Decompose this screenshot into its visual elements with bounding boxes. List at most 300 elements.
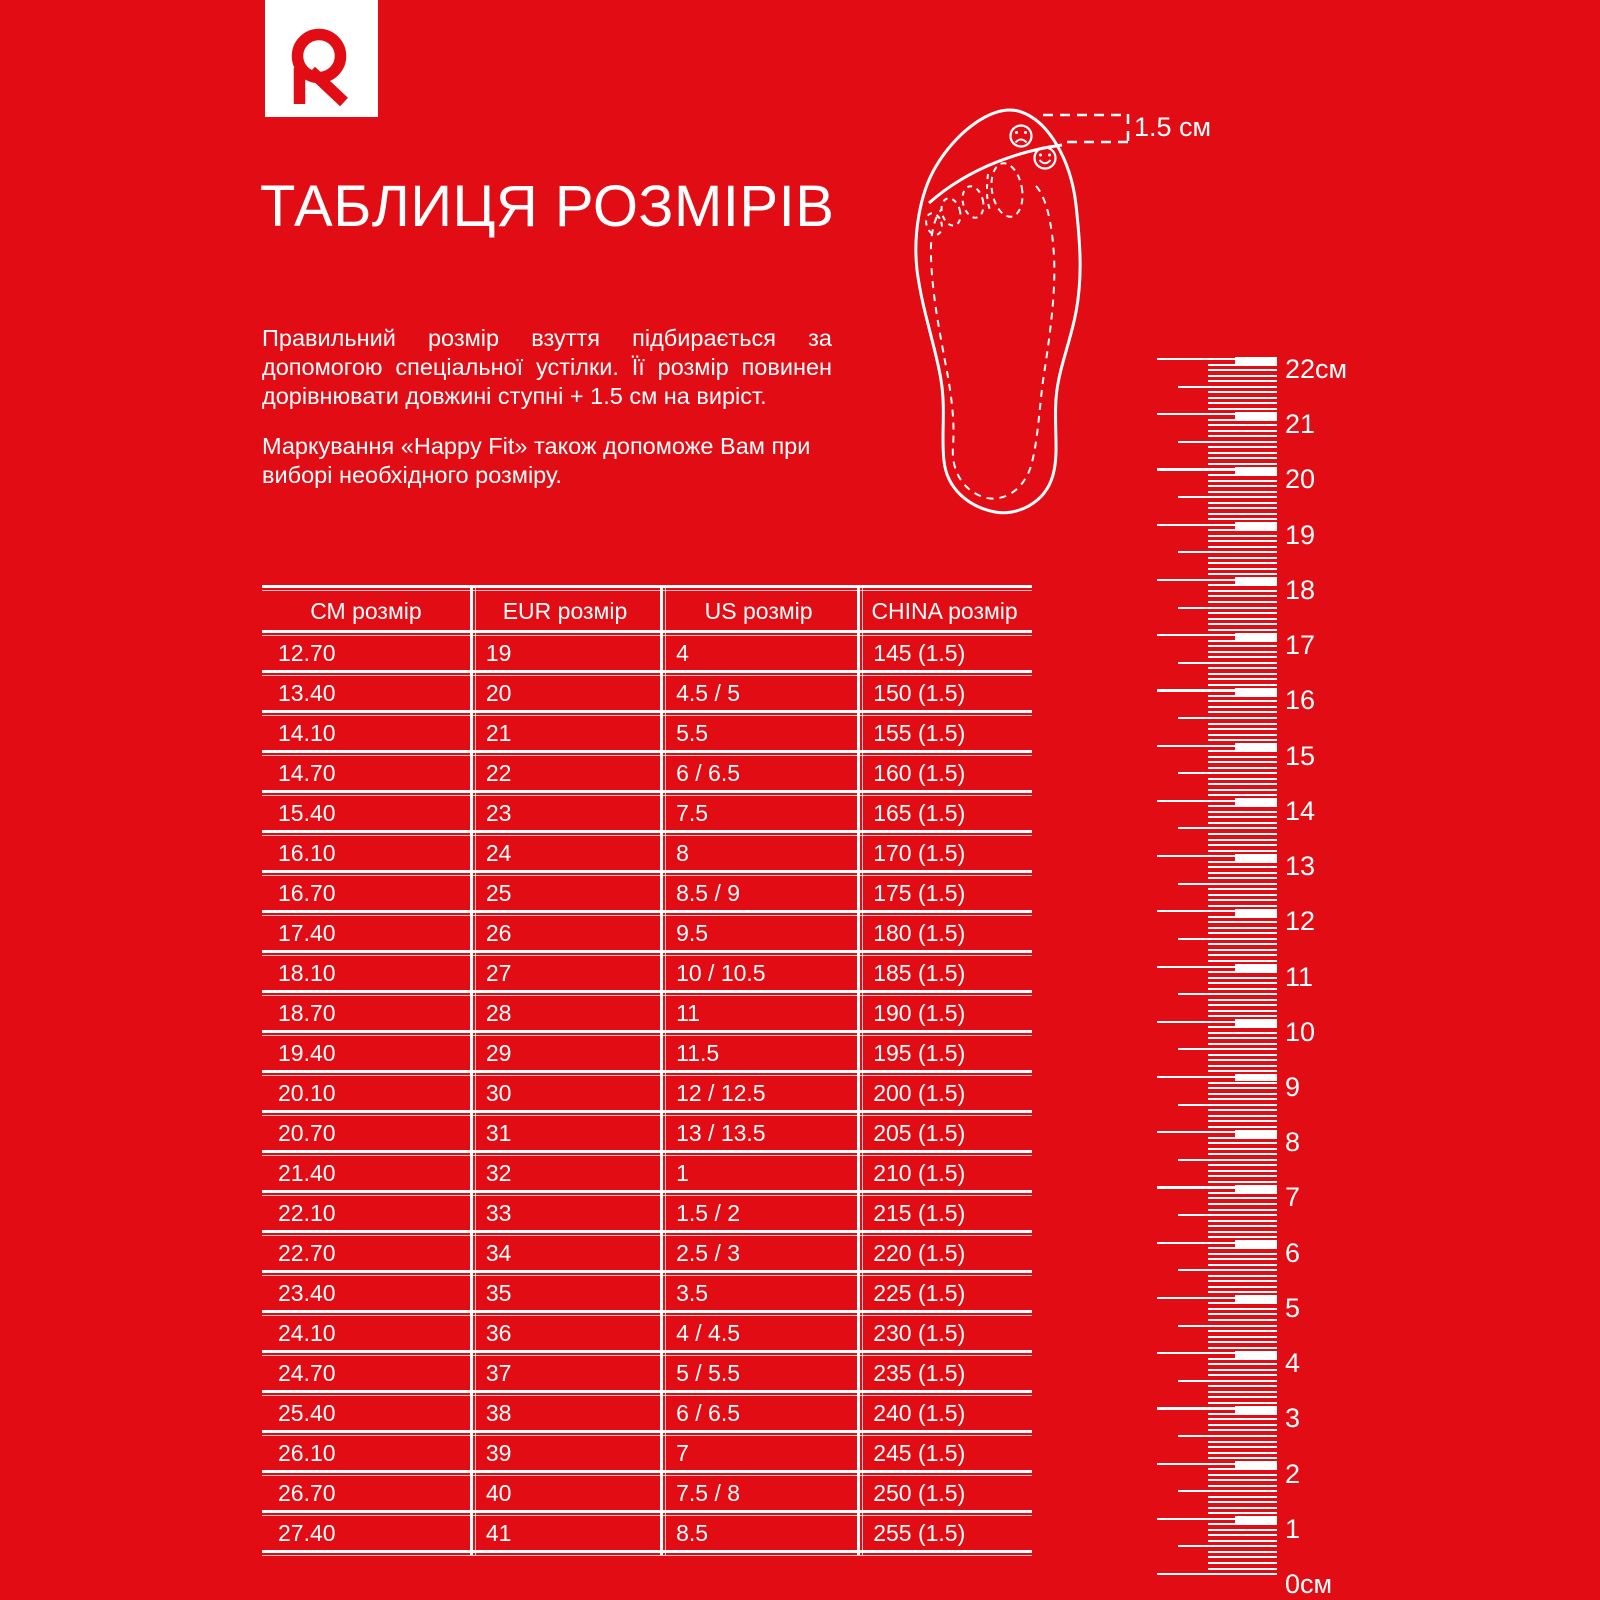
ruler-tick-bar (1235, 1406, 1277, 1413)
table-cell: 235 (1.5) (873, 1360, 966, 1386)
ruler-tick-mm (1208, 618, 1277, 620)
ruler-tick-mm (1208, 1192, 1277, 1194)
table-row (262, 797, 1032, 830)
ruler-label: 17 (1285, 630, 1316, 661)
table-divider (262, 1310, 1032, 1317)
ruler-label: 15 (1285, 740, 1316, 771)
ruler-tick-mm (1208, 419, 1277, 421)
ruler-tick-mm (1208, 430, 1277, 432)
table-divider (262, 1070, 1032, 1077)
table-cell: 25.40 (278, 1400, 336, 1426)
ruler-tick-mm (1208, 739, 1277, 741)
ruler-tick-half-cm (1178, 772, 1277, 774)
big-toe-dashed (988, 161, 1027, 219)
table-cell: 175 (1.5) (873, 880, 966, 906)
table-row (262, 1397, 1032, 1430)
ruler-tick-mm (1208, 1485, 1277, 1487)
table-cell: 200 (1.5) (873, 1080, 966, 1106)
table-cell: 7.5 (676, 800, 709, 826)
table-divider (262, 950, 1032, 957)
table-cell: 245 (1.5) (873, 1440, 966, 1466)
ruler-tick-mm (1208, 474, 1277, 476)
ruler-tick-mm (1208, 1496, 1277, 1498)
ruler-tick-mm (1208, 457, 1277, 459)
ruler-tick-mm (1208, 1391, 1277, 1393)
ruler-tick-mm (1208, 943, 1277, 945)
ruler-tick-mm (1208, 364, 1277, 366)
table-cell: 3.5 (676, 1280, 709, 1306)
table-cell: 14.10 (278, 720, 336, 746)
ruler-tick-mm (1208, 518, 1277, 520)
ruler-tick-mm (1208, 1098, 1277, 1100)
growth-gap-dashed-box (1043, 114, 1128, 143)
ruler-tick-mm (1208, 595, 1277, 597)
ruler-tick-bar (1235, 357, 1277, 364)
ruler-tick-mm (1208, 971, 1277, 973)
table-divider (262, 830, 1032, 837)
ruler-tick-mm (1208, 463, 1277, 465)
table-row (262, 717, 1032, 750)
ruler-label: 21 (1285, 409, 1316, 440)
table-cell: 150 (1.5) (873, 680, 966, 706)
table-cell: 16.70 (278, 880, 336, 906)
ruler-tick-mm (1208, 446, 1277, 448)
toe-gap-dashed (987, 174, 991, 212)
ruler-tick-mm (1208, 877, 1277, 879)
table-cell: 11 (676, 1000, 700, 1026)
table-cell: 155 (1.5) (873, 720, 966, 746)
ruler-tick-mm (1208, 491, 1277, 493)
ruler-tick-mm (1208, 1369, 1277, 1371)
table-cell: 7 (676, 1440, 689, 1466)
table-cell: 170 (1.5) (873, 840, 966, 866)
intro-paragraph-2 (262, 432, 832, 490)
ruler-tick-half-cm (1178, 1269, 1277, 1271)
ruler-tick-mm (1208, 656, 1277, 658)
ruler-tick-half-cm (1178, 938, 1277, 940)
intro-paragraph-1 (262, 324, 832, 411)
ruler-tick-bar (1235, 1019, 1277, 1026)
ruler-tick-mm (1208, 723, 1277, 725)
table-divider (262, 1430, 1032, 1437)
table-cell: 2.5 / 3 (676, 1240, 741, 1266)
table-cell: 40 (485, 1480, 512, 1506)
ruler-tick-mm (1208, 684, 1277, 686)
column-header: US розмір (704, 597, 813, 624)
ruler-tick-mm (1208, 960, 1277, 962)
ruler-tick-mm (1208, 700, 1277, 702)
table-cell: 23 (485, 800, 512, 826)
reima-logo (265, 0, 378, 117)
ruler-tick-bar (1235, 467, 1277, 474)
ruler-tick-bar (1235, 412, 1277, 419)
table-column-divider (857, 587, 860, 1555)
table-divider (262, 1510, 1032, 1517)
ruler-tick-mm (1208, 1551, 1277, 1553)
ruler-label: 2 (1285, 1458, 1301, 1489)
ruler-tick-mm (1208, 502, 1277, 504)
ruler-tick-mm (1208, 1568, 1277, 1570)
table-divider (262, 1550, 1032, 1557)
ruler-tick-mm (1208, 1286, 1277, 1288)
ruler-tick-mm (1208, 833, 1277, 835)
table-divider (262, 1230, 1032, 1237)
table-row (262, 637, 1032, 670)
ruler-tick-mm (1208, 1418, 1277, 1420)
ruler-label: 16 (1285, 685, 1316, 716)
table-divider (262, 585, 1032, 592)
ruler-label: 10 (1285, 1016, 1316, 1047)
ruler-tick-mm (1208, 1258, 1277, 1260)
table-cell: 190 (1.5) (873, 1000, 966, 1026)
column-header: CHINA розмір (871, 597, 1018, 624)
ruler-tick-mm (1208, 1540, 1277, 1542)
ruler-tick-mm (1208, 1468, 1277, 1470)
table-cell: 26 (485, 920, 512, 946)
table-cell: 15.40 (278, 800, 336, 826)
table-cell: 24 (485, 840, 512, 866)
table-cell: 22.10 (278, 1200, 336, 1226)
ruler-tick-mm (1208, 866, 1277, 868)
ruler-tick-mm (1208, 568, 1277, 570)
ruler-tick-mm (1208, 1037, 1277, 1039)
ruler-tick-mm (1208, 1363, 1277, 1365)
table-row (262, 1517, 1032, 1550)
ruler-tick-mm (1208, 1374, 1277, 1376)
ruler-tick-mm (1208, 1231, 1277, 1233)
table-cell: 12 / 12.5 (676, 1080, 766, 1106)
table-divider (262, 870, 1032, 877)
ruler-tick-mm (1208, 1225, 1277, 1227)
table-divider (262, 1390, 1032, 1397)
ruler-tick-mm (1208, 905, 1277, 907)
table-cell: 8 (676, 840, 689, 866)
ruler-tick-mm (1208, 573, 1277, 575)
table-cell: 145 (1.5) (873, 640, 966, 666)
table-cell: 5 / 5.5 (676, 1360, 741, 1386)
ruler-tick-half-cm (1178, 1435, 1277, 1437)
table-cell: 19.40 (278, 1040, 336, 1066)
ruler-tick-mm (1208, 1336, 1277, 1338)
table-cell: 20.70 (278, 1120, 336, 1146)
table-divider (262, 1110, 1032, 1117)
ruler-tick-mm (1208, 1396, 1277, 1398)
ruler-tick-mm (1208, 1082, 1277, 1084)
ruler-tick-half-cm (1178, 386, 1277, 388)
ruler-tick-mm (1208, 673, 1277, 675)
ruler-tick-mm (1208, 1523, 1277, 1525)
table-cell: 17.40 (278, 920, 336, 946)
paragraph-line: дорівнювати довжині ступні + 1.5 см на виріст. (262, 383, 767, 409)
ruler-label: 20 (1285, 464, 1316, 495)
ruler-tick-mm (1208, 629, 1277, 631)
paragraph-line: виборі необхідного розміру. (262, 462, 562, 488)
ruler-tick-bar (1235, 688, 1277, 695)
table-cell: 30 (485, 1080, 512, 1106)
table-divider (262, 990, 1032, 997)
ruler-tick-half-cm (1178, 993, 1277, 995)
ruler-label: 4 (1285, 1348, 1301, 1379)
ruler-tick-mm (1208, 1170, 1277, 1172)
table-cell: 9.5 (676, 920, 709, 946)
ruler-tick-mm (1208, 1004, 1277, 1006)
ruler-tick-mm (1208, 921, 1277, 923)
ruler-tick-bar (1235, 798, 1277, 805)
ruler-label: 18 (1285, 574, 1316, 605)
ruler-tick-mm (1208, 1341, 1277, 1343)
table-divider (262, 910, 1032, 917)
ruler-tick-mm (1208, 562, 1277, 564)
ruler-tick-half-cm (1178, 827, 1277, 829)
table-cell: 34 (485, 1240, 512, 1266)
ruler-tick-half-cm (1178, 1048, 1277, 1050)
ruler-tick-mm (1208, 1209, 1277, 1211)
ruler-label: 7 (1285, 1182, 1301, 1213)
table-column-divider (660, 587, 663, 1555)
table-divider (262, 710, 1032, 717)
table-row (262, 1237, 1032, 1270)
ruler-tick-mm (1208, 789, 1277, 791)
ruler-tick-mm (1208, 397, 1277, 399)
toe-dashed (923, 211, 944, 237)
ruler-tick-mm (1208, 435, 1277, 437)
ruler-tick-mm (1208, 1059, 1277, 1061)
ruler-tick-mm (1208, 1164, 1277, 1166)
ruler-tick-mm (1208, 783, 1277, 785)
column-header: EUR розмір (502, 597, 628, 624)
ruler-tick-mm (1208, 954, 1277, 956)
ruler-tick-mm (1208, 1280, 1277, 1282)
table-cell: 25 (485, 880, 512, 906)
table-cell: 23.40 (278, 1280, 336, 1306)
table-divider (262, 1270, 1032, 1277)
ruler-tick-mm (1208, 899, 1277, 901)
table-row (262, 1357, 1032, 1390)
ruler-label: 1 (1285, 1513, 1301, 1544)
table-divider (262, 1350, 1032, 1357)
ruler-tick-mm (1208, 1093, 1277, 1095)
happy-face-icon (1035, 148, 1056, 169)
ruler-tick-mm (1208, 1330, 1277, 1332)
table-cell: 11.5 (676, 1040, 720, 1066)
paragraph-line: Правильний розмір взуття підбирається за (262, 325, 832, 351)
ruler-tick-bar (1235, 1240, 1277, 1247)
ruler-label: 0см (1285, 1569, 1333, 1600)
ruler-label: 14 (1285, 795, 1316, 826)
ruler-tick-mm (1208, 1043, 1277, 1045)
table-cell: 6 / 6.5 (676, 760, 741, 786)
ruler-tick-mm (1208, 894, 1277, 896)
table-row (262, 837, 1032, 870)
ruler-tick-mm (1208, 540, 1277, 542)
ruler-tick-mm (1208, 645, 1277, 647)
table-cell: 4 (676, 640, 689, 666)
ruler-tick-mm (1208, 1010, 1277, 1012)
ruler-tick-mm (1208, 513, 1277, 515)
table-cell: 10 / 10.5 (676, 960, 766, 986)
table-cell: 37 (485, 1360, 512, 1386)
ruler-tick-mm (1208, 546, 1277, 548)
table-cell: 195 (1.5) (873, 1040, 966, 1066)
ruler-tick-mm (1208, 584, 1277, 586)
ruler-tick-mm (1208, 1529, 1277, 1531)
ruler-tick-mm (1208, 932, 1277, 934)
paragraph-line: Маркування «Happy Fit» також допоможе Вам при (262, 433, 811, 459)
table-cell: 210 (1.5) (873, 1160, 966, 1186)
table-cell: 39 (485, 1440, 512, 1466)
table-cell: 36 (485, 1320, 512, 1346)
table-cell: 33 (485, 1200, 512, 1226)
ruler-tick-mm (1208, 1197, 1277, 1199)
ruler-tick-bar (1235, 1516, 1277, 1523)
table-cell: 255 (1.5) (873, 1520, 966, 1546)
table-cell: 14.70 (278, 760, 336, 786)
toe-dashed (959, 184, 986, 220)
ruler-tick-bar (1235, 1074, 1277, 1081)
ruler-label: 12 (1285, 906, 1316, 937)
ruler-tick-bar (1235, 1461, 1277, 1468)
ruler-tick-mm (1208, 1120, 1277, 1122)
table-cell: 8.5 (676, 1520, 709, 1546)
foot-outline-dashed (931, 186, 1054, 499)
table-cell: 230 (1.5) (873, 1320, 966, 1346)
ruler-tick-mm (1208, 839, 1277, 841)
table-cell: 1 (676, 1160, 689, 1186)
table-cell: 4 / 4.5 (676, 1320, 741, 1346)
table-cell: 28 (485, 1000, 512, 1026)
table-cell: 8.5 / 9 (676, 880, 741, 906)
ruler-tick-mm (1208, 1441, 1277, 1443)
ruler-tick-mm (1208, 557, 1277, 559)
ruler-tick-half-cm (1178, 1214, 1277, 1216)
ruler-tick-mm (1208, 1452, 1277, 1454)
ruler-tick-mm (1208, 1474, 1277, 1476)
ruler-tick-half-cm (1178, 717, 1277, 719)
table-row (262, 1437, 1032, 1470)
table-row (262, 1157, 1032, 1190)
ruler-tick-mm (1208, 1153, 1277, 1155)
table-cell: 13 / 13.5 (676, 1120, 766, 1146)
ruler-tick-half-cm (1178, 551, 1277, 553)
ruler-tick-mm (1208, 1507, 1277, 1509)
ruler-tick-mm (1208, 1264, 1277, 1266)
table-divider (262, 750, 1032, 757)
table-divider (262, 1190, 1032, 1197)
ruler-tick-mm (1208, 1109, 1277, 1111)
table-cell: 41 (485, 1520, 512, 1546)
page-title: ТАБЛИЦЯ РОЗМІРІВ (260, 174, 835, 239)
ruler-tick-mm (1208, 767, 1277, 769)
table-cell: 32 (485, 1160, 512, 1186)
ruler-tick-mm (1208, 1501, 1277, 1503)
ruler-label: 3 (1285, 1403, 1301, 1434)
ruler-tick-mm (1208, 1291, 1277, 1293)
table-cell: 7.5 / 8 (676, 1480, 741, 1506)
ruler-tick-mm (1208, 651, 1277, 653)
ruler-tick-mm (1208, 1479, 1277, 1481)
table-cell: 27 (485, 960, 512, 986)
ruler-tick-mm (1208, 640, 1277, 642)
ruler-tick-mm (1208, 1413, 1277, 1415)
ruler-tick-bar (1235, 577, 1277, 584)
ruler-tick-half-cm (1178, 1380, 1277, 1382)
ruler-tick-mm (1208, 706, 1277, 708)
ruler-tick-bar (1235, 633, 1277, 640)
ruler-tick-mm (1208, 1203, 1277, 1205)
ruler-tick-mm (1208, 1446, 1277, 1448)
ruler-label: 6 (1285, 1237, 1301, 1268)
table-cell: 215 (1.5) (873, 1200, 966, 1226)
table-row (262, 677, 1032, 710)
ruler-tick-mm (1208, 794, 1277, 796)
ruler-tick-bar (1235, 964, 1277, 971)
ruler-tick-mm (1208, 1313, 1277, 1315)
table-cell: 27.40 (278, 1520, 336, 1546)
table-cell: 180 (1.5) (873, 920, 966, 946)
ruler-label: 8 (1285, 1127, 1301, 1158)
ruler-tick-half-cm (1178, 662, 1277, 664)
ruler-tick-half-cm (1178, 441, 1277, 443)
table-cell: 21 (485, 720, 512, 746)
table-cell: 22.70 (278, 1240, 336, 1266)
table-cell: 165 (1.5) (873, 800, 966, 826)
ruler-tick-mm (1208, 535, 1277, 537)
ruler-tick-mm (1208, 1358, 1277, 1360)
ruler-label: 9 (1285, 1071, 1301, 1102)
table-cell: 21.40 (278, 1160, 336, 1186)
ruler-tick-mm (1208, 816, 1277, 818)
ruler-tick-bar (1235, 909, 1277, 916)
table-cell: 240 (1.5) (873, 1400, 966, 1426)
ruler-tick-mm (1208, 1032, 1277, 1034)
ruler-tick-mm (1208, 1247, 1277, 1249)
column-header: СМ розмір (310, 597, 422, 624)
table-cell: 31 (485, 1120, 512, 1146)
table-cell: 29 (485, 1040, 512, 1066)
ruler-tick-mm (1208, 778, 1277, 780)
table-cell: 26.70 (278, 1480, 336, 1506)
table-row (262, 877, 1032, 910)
ruler-label: 5 (1285, 1292, 1301, 1323)
ruler-tick-mm (1208, 1148, 1277, 1150)
table-row (262, 1117, 1032, 1150)
ruler-tick-mm (1208, 761, 1277, 763)
ruler-tick-mm (1208, 678, 1277, 680)
table-cell: 160 (1.5) (873, 760, 966, 786)
ruler-tick-mm (1208, 988, 1277, 990)
table-cell: 220 (1.5) (873, 1240, 966, 1266)
table-cell: 24.10 (278, 1320, 336, 1346)
ruler-tick-half-cm (1178, 607, 1277, 609)
table-cell: 13.40 (278, 680, 336, 706)
ruler-tick-mm (1208, 424, 1277, 426)
table-cell: 22 (485, 760, 512, 786)
ruler-tick-mm (1208, 1137, 1277, 1139)
size-table-header-row (262, 592, 1032, 630)
ruler-tick-mm (1208, 408, 1277, 410)
table-cell: 250 (1.5) (873, 1480, 966, 1506)
ruler-tick-bar (1235, 1185, 1277, 1192)
table-row (262, 1037, 1032, 1070)
ruler-tick-mm (1208, 529, 1277, 531)
ruler-tick-mm (1208, 1115, 1277, 1117)
table-divider (262, 790, 1032, 797)
ruler-tick-mm (1208, 1429, 1277, 1431)
ruler-tick-mm (1208, 822, 1277, 824)
table-cell: 1.5 / 2 (676, 1200, 741, 1226)
ruler-tick-mm (1208, 391, 1277, 393)
table-cell: 20 (485, 680, 512, 706)
